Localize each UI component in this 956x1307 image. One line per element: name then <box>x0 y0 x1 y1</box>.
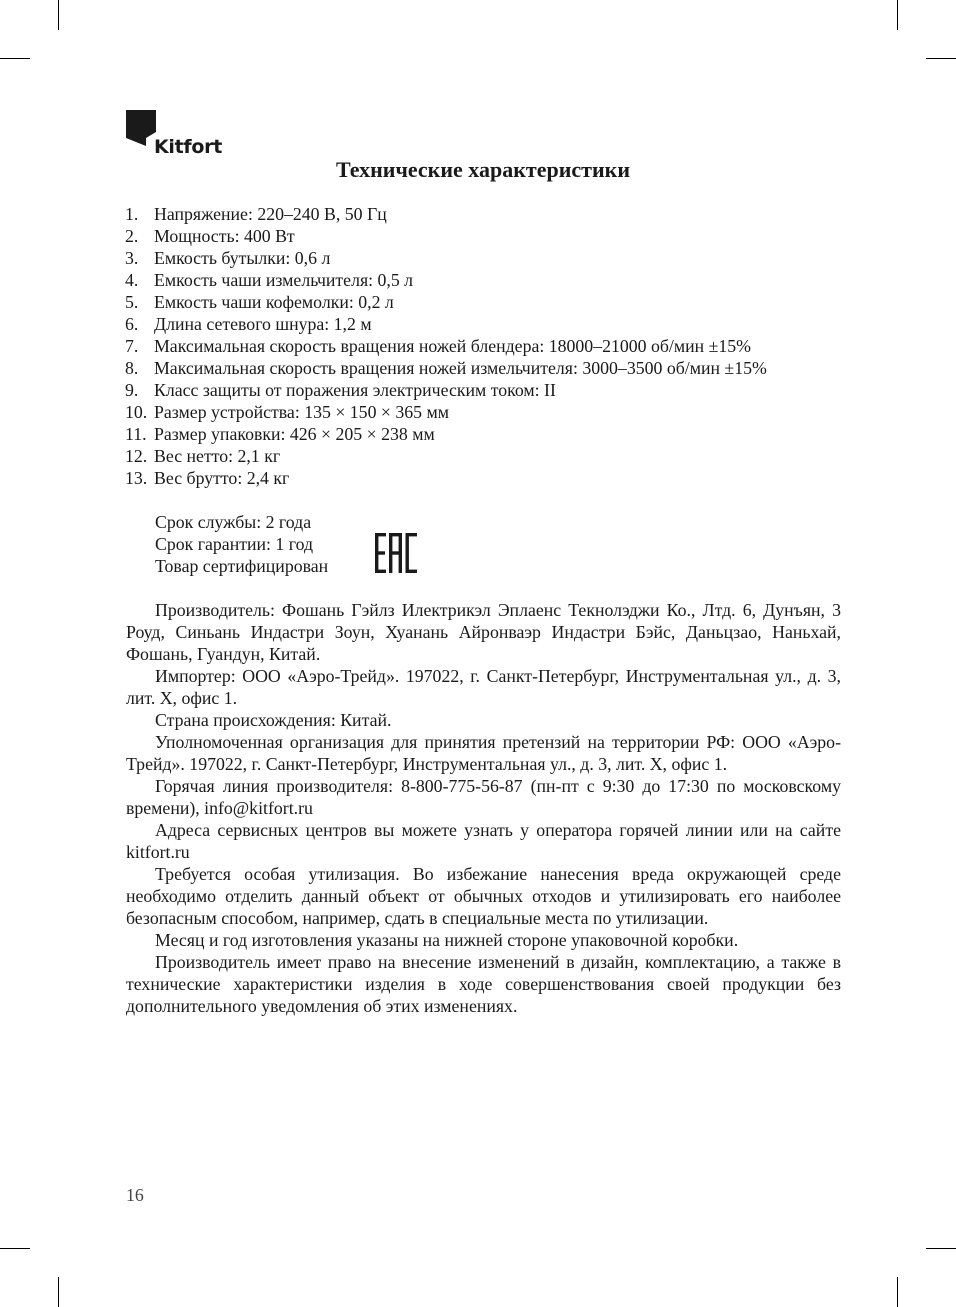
list-item: 11. Размер упаковки: 426 × 205 × 238 мм <box>125 424 435 444</box>
crop-mark-top-left <box>58 0 59 30</box>
manufacturer-paragraph: Производитель: Фошань Гэйлз Илектрикэл Эплаенс Текнолэджи Ко., Лтд. 6, Дунъян, 3 Роуд, Синьань Индастри Зоун, Хуанань Айронваэр Индастри Бэйс, Даньцзао, Наньхай, Фошань, Гуандун, Китай. <box>126 600 841 664</box>
crop-mark-bottom-right <box>897 1277 898 1307</box>
authorized-org-paragraph: Уполномоченная организация для принятия претензий на территории РФ: ООО «Аэро-Трейд». 197022, г. Санкт-Петербург, Инструментальная ул., д. 3, лит. Х, офис 1. <box>126 732 841 774</box>
list-item: 8. Максимальная скорость вращения ножей измельчителя: 3000–3500 об/мин ±15% <box>125 358 767 378</box>
list-item: 1. Напряжение: 220–240 В, 50 Гц <box>125 204 387 224</box>
crop-mark-top-right-h <box>926 58 956 59</box>
body-text <box>126 599 841 1017</box>
certified-note: Товар сертифицирован <box>155 556 329 576</box>
page-title: Технические характеристики <box>335 157 631 182</box>
list-item: 12. Вес нетто: 2,1 кг <box>125 446 281 466</box>
warranty-period: Срок гарантии: 1 год <box>155 534 314 554</box>
eac-mark-icon <box>375 533 417 573</box>
service-info <box>155 511 328 577</box>
brand-name: Kitfort <box>154 136 222 158</box>
page-number: 16 <box>126 1185 144 1205</box>
manufacture-date-paragraph: Месяц и год изготовления указаны на нижней стороне упаковочной коробки. <box>155 930 739 950</box>
list-item: 5. Емкость чаши кофемолки: 0,2 л <box>125 292 394 312</box>
service-centers-paragraph: Адреса сервисных центров вы можете узнать у оператора горячей линии или на сайте kitfort.ru <box>126 820 841 862</box>
importer-paragraph: Импортер: ООО «Аэро-Трейд». 197022, г. Санкт-Петербург, Инструментальная ул., д. 3, лит. Х, офис 1. <box>126 666 841 708</box>
crop-mark-top-left-h <box>0 58 30 59</box>
specs-list <box>125 203 845 489</box>
service-life: Срок службы: 2 года <box>155 512 312 532</box>
crop-mark-bottom-right-h <box>926 1248 956 1249</box>
list-item: 6. Длина сетевого шнура: 1,2 м <box>125 314 372 334</box>
list-item: 9. Класс защиты от поражения электрическим током: II <box>125 380 556 400</box>
changes-paragraph: Производитель имеет право на внесение изменений в дизайн, комплектацию, а также в технические характеристики изделия в ходе совершенствования своей продукции без дополнительного уведомления об этих изменениях. <box>126 952 841 1016</box>
hotline-paragraph: Горячая линия производителя: 8-800-775-56-87 (пн-пт с 9:30 до 17:30 по московскому времени), info@kitfort.ru <box>126 776 841 818</box>
list-item: 7. Максимальная скорость вращения ножей блендера: 18000–21000 об/мин ±15% <box>125 336 751 356</box>
kitfort-logo <box>126 110 226 160</box>
crop-mark-bottom-left <box>58 1277 59 1307</box>
list-item: 13. Вес брутто: 2,4 кг <box>125 468 290 488</box>
crop-mark-top-right <box>897 0 898 30</box>
list-item: 3. Емкость бутылки: 0,6 л <box>125 248 331 268</box>
list-item: 4. Емкость чаши измельчителя: 0,5 л <box>125 270 414 290</box>
disposal-paragraph: Требуется особая утилизация. Во избежание нанесения вреда окружающей среде необходимо отделить данный объект от обычных отходов и утилизировать его наиболее безопасным способом, например, сдать в специальные места по утилизации. <box>126 864 841 928</box>
list-item: 2. Мощность: 400 Вт <box>125 226 295 246</box>
origin-paragraph: Страна происхождения: Китай. <box>155 710 392 730</box>
list-item: 10. Размер устройства: 135 × 150 × 365 мм <box>125 402 450 422</box>
crop-mark-bottom-left-h <box>0 1248 30 1249</box>
